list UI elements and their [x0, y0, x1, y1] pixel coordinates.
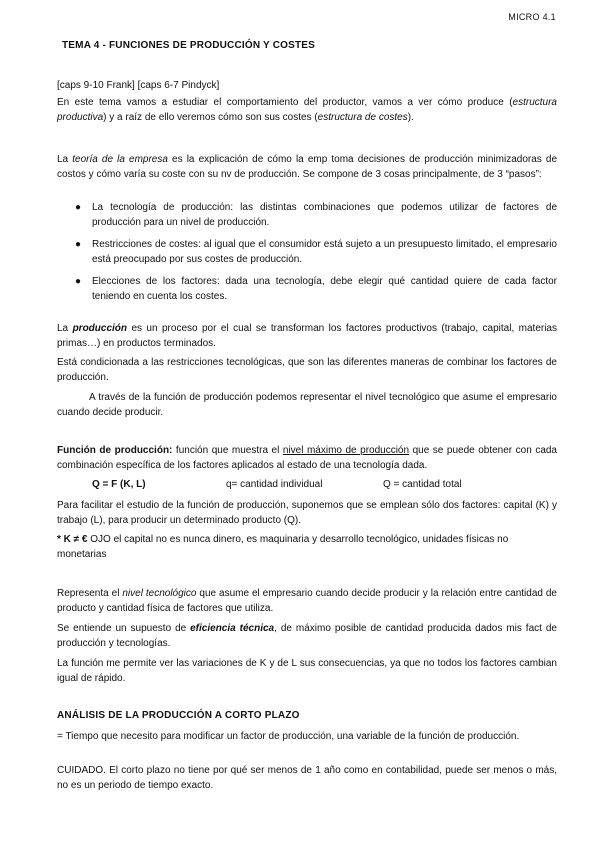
theory-italic: teoría de la empresa	[72, 154, 168, 165]
variations-paragraph: La función me permite ver las variaciones de K y de L sus consecuencias, ya que no todos los factores cambian igual de rápido.	[57, 658, 557, 684]
bullet-icon: ●	[75, 202, 82, 213]
list-item	[75, 200, 557, 230]
function-underlined: nivel máximo de producción	[282, 445, 410, 456]
individual-quantity: q= cantidad individual	[226, 479, 323, 490]
capital-note-symbol: * K ≠ €	[57, 534, 88, 545]
list-item	[75, 237, 557, 267]
document-code: MICRO 4.1	[508, 12, 556, 22]
intro-italic-1: estructura productiva	[57, 97, 557, 123]
section-heading: ANÁLISIS DE LA PRODUCCIÓN A CORTO PLAZO	[57, 710, 300, 721]
production-text-2: es un proceso por el cual se transforman los factores productivos (trabajo, capital, materias primas…) en productos terminados.	[57, 323, 557, 349]
bullet-icon: ●	[75, 239, 82, 250]
capital-note-text: OJO el capital no es nunca dinero, es maquinaria y desarrollo tecnológico, unidades físicas no monetarias	[57, 534, 509, 560]
efficiency-text-1: Se entiende un supuesto de	[57, 623, 191, 634]
list-item-text: La tecnología de producción: las distintas combinaciones que podemos utilizar de factores de producción para un nivel de producción.	[92, 202, 557, 228]
intro-text-1: En este tema vamos a estudiar el comportamiento del productor, vamos a ver cómo produce (	[57, 97, 513, 108]
conditioned-paragraph: Está condicionada a las restricciones tecnológicas, que son las diferentes maneras de combinar los factores de producción.	[57, 357, 557, 383]
production-paragraph	[57, 321, 557, 351]
intro-italic-2: estructura de costes	[317, 112, 408, 123]
intro-text-3: ).	[407, 112, 414, 123]
production-term: producción	[72, 323, 128, 334]
total-quantity: Q = cantidad total	[383, 479, 462, 490]
short-run-definition: = Tiempo que necesito para modificar un factor de producción, una variable de la función de producción.	[57, 731, 520, 742]
references: [caps 9-10 Frank] [caps 6-7 Pindyck]	[57, 80, 220, 91]
production-text-1: La	[57, 323, 73, 334]
steps-list	[75, 200, 557, 311]
capital-note	[57, 532, 557, 562]
list-item-text: Elecciones de los factores: dada una tecnología, debe elegir qué cantidad quiere de cada factor teniendo en cuenta los costes.	[92, 276, 557, 302]
efficiency-paragraph	[57, 621, 557, 651]
theory-text-1: La	[57, 154, 73, 165]
represents-italic: nivel tecnológico	[122, 588, 197, 599]
through-paragraph: A través de la función de producción podemos representar el nivel tecnológico que asume el empresario cuando decide producir.	[57, 392, 557, 418]
bullet-icon: ●	[75, 276, 82, 287]
represents-text-1: Representa el	[57, 588, 123, 599]
simplify-paragraph: Para facilitar el estudio de la función de producción, suponemos que se emplean sólo dos factores: capital (K) y trabajo (L), para producir un determinado producto (Q).	[57, 500, 557, 526]
represents-paragraph	[57, 586, 557, 616]
page-title: TEMA 4 - FUNCIONES DE PRODUCCIÓN Y COSTES	[62, 40, 316, 51]
short-run-warning: CUIDADO. El corto plazo no tiene por qué ser menos de 1 año como en contabilidad, puede ser menos o más, no es un periodo de tiempo exacto.	[57, 765, 557, 791]
production-formula: Q = F (K, L)	[92, 479, 146, 490]
efficiency-text-2: , de máximo posible de cantidad producida dados mis fact de producción y tecnologías.	[57, 623, 557, 649]
theory-paragraph	[57, 152, 557, 182]
function-text-2: que se puede obtener con cada combinación específica de los factores aplicados al estado de una tecnología dada.	[57, 445, 557, 471]
theory-text-2: es la explicación de cómo la emp toma decisiones de producción minimizadoras de costos y cómo varía su coste con su nv de producción. Se compone de 3 cosas principalmente, de 3 “pasos”:	[57, 154, 558, 180]
efficiency-term: eficiencia técnica	[190, 623, 275, 634]
intro-paragraph	[57, 95, 557, 125]
function-text-1: función que muestra el	[172, 445, 283, 456]
function-definition	[57, 443, 557, 473]
function-term: Función de producción:	[57, 445, 173, 456]
intro-text-2: ) y a raíz de ello veremos cómo son sus costes (	[103, 112, 318, 123]
list-item-text: Restricciones de costes: al igual que el consumidor está sujeto a un presupuesto limitado, el empresario está preocupado por sus costes de producción.	[92, 239, 557, 265]
represents-text-2: que asume el empresario cuando decide producir y la relación entre cantidad de producto y cantidad física de factores que utiliza.	[57, 588, 557, 614]
list-item	[75, 274, 557, 304]
